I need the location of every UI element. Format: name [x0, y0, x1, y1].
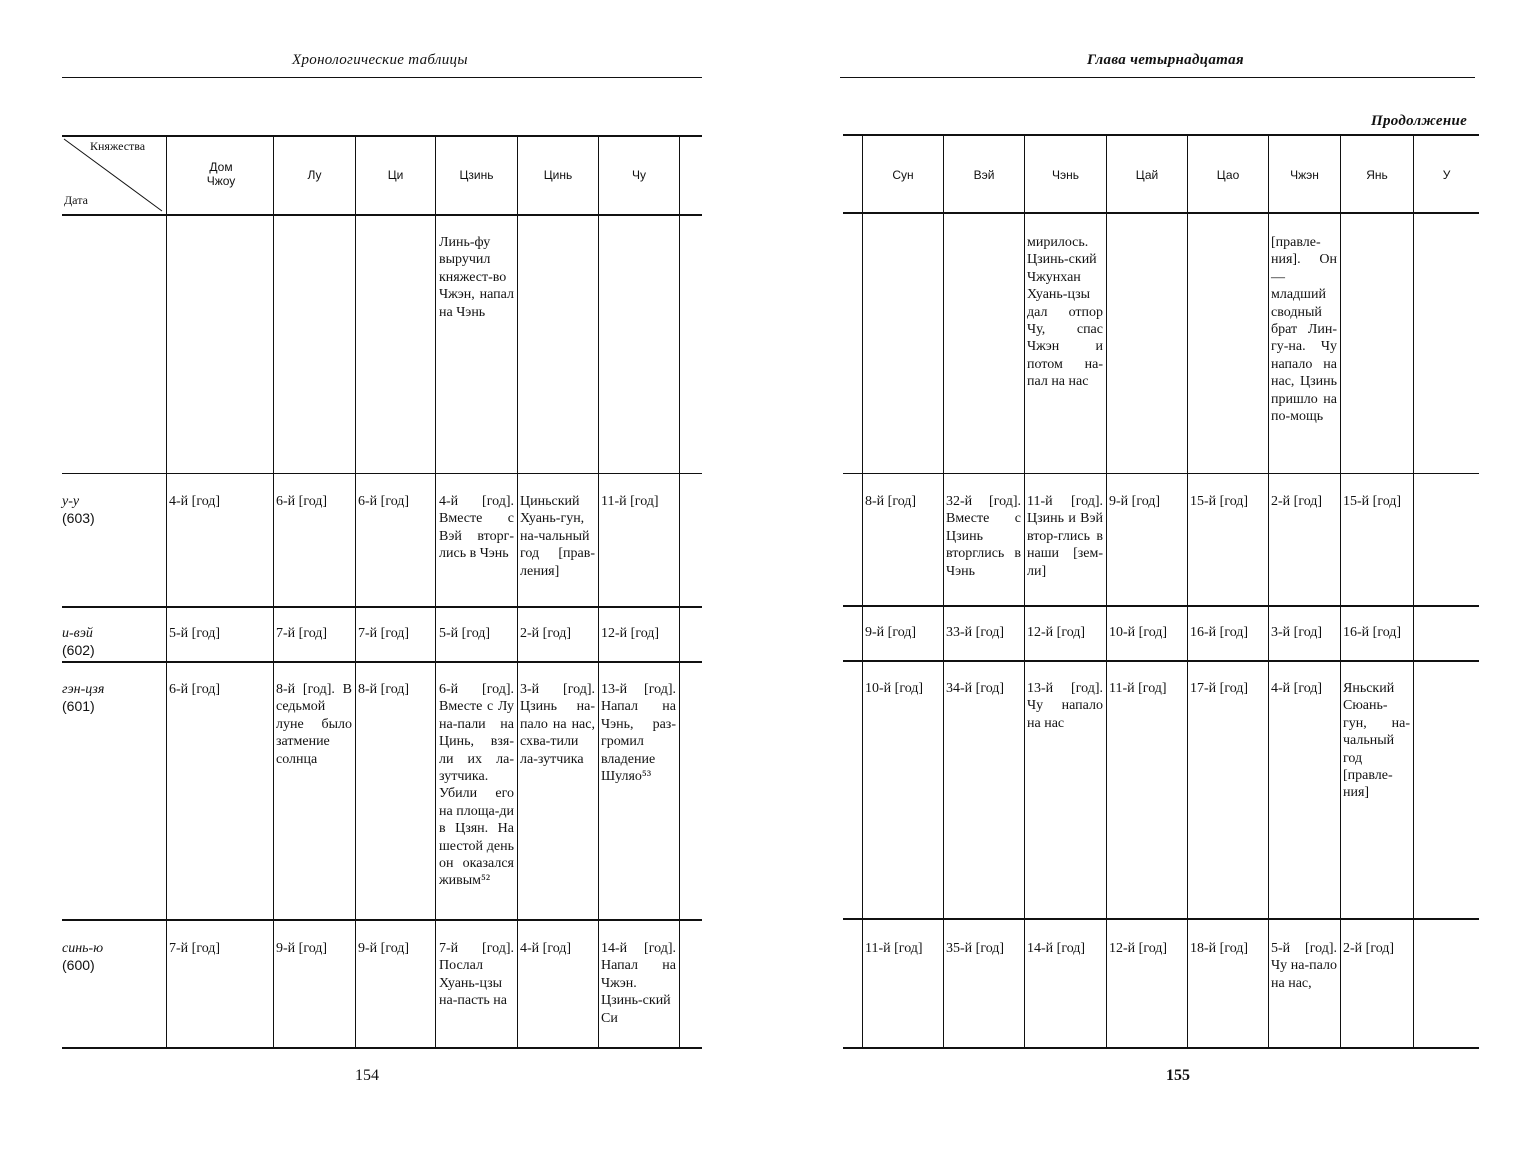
column-rule	[355, 137, 356, 1047]
date-year: (603)	[62, 510, 95, 526]
table-cell: 8-й [год]	[865, 494, 917, 509]
table-cell: 11-й [год]	[865, 941, 923, 956]
head-rule	[62, 77, 702, 78]
table-cell: 9-й [год]	[1109, 494, 1161, 509]
table-cell: 18-й [год]	[1190, 941, 1249, 956]
table-cell: 4-й [год]. Вместе с Вэй вторг-лись в Чэнь	[439, 494, 514, 562]
table-cell: 2-й [год]	[520, 626, 572, 641]
table-cell: 7-й [год]	[358, 626, 410, 641]
column-rule	[862, 136, 863, 1047]
date-year: (602)	[62, 642, 95, 658]
column-header: Вэй	[973, 168, 995, 182]
date-year: (600)	[62, 957, 95, 973]
table-cell: 6-й [год]	[169, 682, 221, 697]
table-cell: 33-й [год]	[946, 625, 1005, 640]
column-rule	[1413, 136, 1414, 1047]
corner-top-label: Княжества	[90, 139, 146, 153]
column-header: Лу	[307, 168, 322, 182]
table-cell: 11-й [год]	[1109, 681, 1167, 696]
row-rule	[843, 605, 1479, 607]
row-rule	[62, 661, 702, 663]
table-cell: 2-й [год]	[1271, 494, 1323, 509]
column-header: Сун	[892, 168, 914, 182]
table-cell: 12-й [год]	[1109, 941, 1168, 956]
column-rule	[598, 137, 599, 1047]
column-rule	[1106, 136, 1107, 1047]
table-cell: 11-й [год]	[601, 494, 659, 509]
table-cell: 35-й [год]	[946, 941, 1005, 956]
column-rule	[943, 136, 944, 1047]
table-cell: 14-й [год]	[1027, 941, 1086, 956]
row-rule	[62, 473, 702, 474]
header-bottom-rule	[62, 214, 702, 216]
table-cell: 7-й [год]. Послал Хуань-цзы на-пасть на	[439, 941, 514, 1009]
date-name: гэн-цзя	[62, 682, 105, 697]
column-header: Дом Чжоу	[206, 160, 236, 188]
table-cell: 32-й [год]. Вместе с Цзинь вторглись в Чэнь	[946, 494, 1021, 579]
column-rule	[1187, 136, 1188, 1047]
right-running-head: Глава четырнадцатая	[1087, 52, 1244, 68]
row-rule	[843, 918, 1479, 920]
page-number: 154	[355, 1067, 379, 1084]
table-cell: 3-й [год]	[1271, 625, 1323, 640]
head-rule	[840, 77, 1475, 78]
table-cell: мирилось. Цзинь-ский Чжунхан Хуань-цзы дал отпор Чу, спас Чжэн и потом на-пал на нас	[1027, 235, 1103, 390]
table-cell: 3-й [год]. Цзинь на-пало на нас, схва-тили ла-зутчика	[520, 682, 595, 767]
table-cell: 16-й [год]	[1343, 625, 1402, 640]
table-cell: 4-й [год]	[169, 494, 221, 509]
column-rule	[1340, 136, 1341, 1047]
table-cell: 10-й [год]	[1109, 625, 1168, 640]
table-cell: 7-й [год]	[276, 626, 328, 641]
column-rule	[517, 137, 518, 1047]
table-cell: 11-й [год]. Цзинь и Вэй втор-глись в наши [зем-ли]	[1027, 494, 1103, 579]
column-header: Цзинь	[459, 168, 494, 182]
table-cell: 9-й [год]	[358, 941, 410, 956]
table-cell: 2-й [год]	[1343, 941, 1395, 956]
page-number: 155	[1166, 1067, 1190, 1084]
table-cell: 12-й [год]	[1027, 625, 1086, 640]
table-bottom-rule	[843, 1047, 1479, 1049]
table-bottom-rule	[62, 1047, 702, 1049]
column-header: Янь	[1366, 168, 1388, 182]
table-cell: 6-й [год]	[276, 494, 328, 509]
column-rule	[166, 137, 167, 1047]
table-cell: 14-й [год]. Напал на Чжэн. Цзинь-ский Си	[601, 941, 676, 1026]
table-cell: 12-й [год]	[601, 626, 660, 641]
table-cell: 6-й [год]	[358, 494, 410, 509]
table-cell: Линь-фу выручил княжест-во Чжэн, напал на Чэнь	[439, 235, 514, 320]
column-header: Цай	[1135, 168, 1159, 182]
table-cell: 17-й [год]	[1190, 681, 1249, 696]
table-cell: 9-й [год]	[865, 625, 917, 640]
table-cell: 7-й [год]	[169, 941, 221, 956]
row-rule	[62, 606, 702, 608]
column-header: Чу	[632, 168, 646, 182]
table-cell: [правле-ния]. Он — младший сводный брат Лин-гу-на. Чу напало на нас, Цзинь пришло на по-мощь	[1271, 235, 1337, 425]
continuation-label: Продолжение	[1371, 113, 1468, 129]
column-header: У	[1442, 168, 1451, 182]
row-rule	[843, 660, 1479, 662]
column-header: Чэнь	[1052, 168, 1079, 182]
table-cell: 6-й [год]. Вместе с Лу на-пали на Цинь, взя-ли их ла-зутчика. Убили его на площа-ди в Цзян. На шестой день он оказался живым⁵²	[439, 682, 514, 889]
column-rule	[679, 137, 680, 1047]
table-cell: 9-й [год]	[276, 941, 328, 956]
left-running-head: Хронологические таблицы	[292, 52, 468, 68]
table-cell: 8-й [год]	[358, 682, 410, 697]
table-cell: 34-й [год]	[946, 681, 1005, 696]
table-cell: 15-й [год]	[1190, 494, 1249, 509]
table-cell: 4-й [год]	[520, 941, 572, 956]
date-name: и-вэй	[62, 626, 93, 641]
column-header: Цинь	[543, 168, 573, 182]
date-name: синь-ю	[62, 941, 104, 956]
table-cell: 5-й [год]	[439, 626, 491, 641]
date-year: (601)	[62, 698, 95, 714]
table-cell: Циньский Хуань-гун, на-чальный год [прав-ления]	[520, 494, 595, 579]
table-cell: Яньский Сюань-гун, на-чальный год [правле-ния]	[1343, 681, 1410, 801]
table-cell: 13-й [год]. Чу напало на нас	[1027, 681, 1103, 731]
date-name: у-у	[62, 494, 80, 509]
row-rule	[62, 919, 702, 921]
table-cell: 13-й [год]. Напал на Чэнь, раз-громил владение Шуляо⁵³	[601, 682, 676, 785]
header-bottom-rule	[843, 212, 1479, 214]
table-cell: 10-й [год]	[865, 681, 924, 696]
table-cell: 15-й [год]	[1343, 494, 1402, 509]
table-cell: 16-й [год]	[1190, 625, 1249, 640]
table-cell: 4-й [год]	[1271, 681, 1323, 696]
table-cell: 8-й [год]. В седьмой луне было затмение солнца	[276, 682, 352, 767]
table-cell: 5-й [год]	[169, 626, 221, 641]
row-rule	[843, 473, 1479, 474]
table-cell: 5-й [год]. Чу на-пало на нас,	[1271, 941, 1337, 991]
column-header: Ци	[387, 168, 404, 182]
corner-bottom-label: Дата	[64, 193, 88, 207]
column-rule	[273, 137, 274, 1047]
column-header: Цао	[1216, 168, 1240, 182]
column-header: Чжэн	[1290, 168, 1319, 182]
table-top-rule	[843, 134, 1479, 136]
